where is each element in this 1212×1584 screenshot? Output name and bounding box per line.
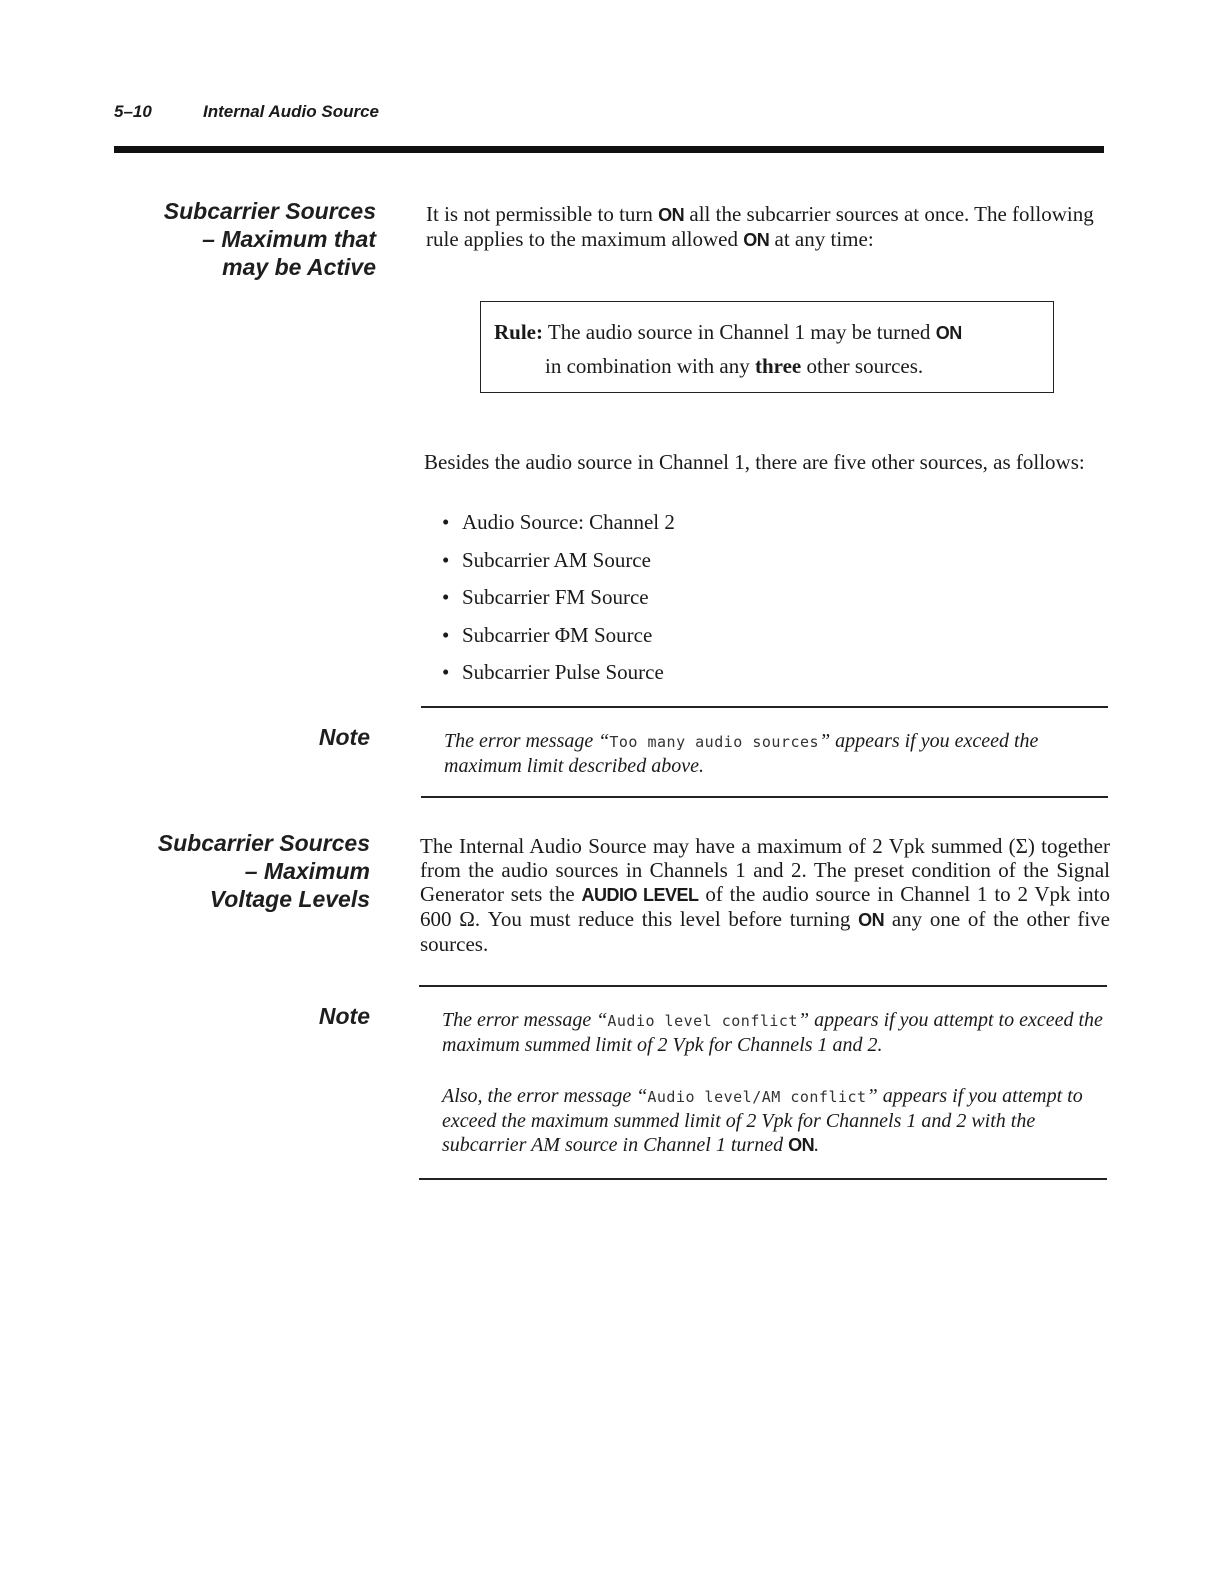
- para-text-2: of the audio source in Channel 1 to 2 Vpk into 600 Ω. You must reduce this level before turning: [420, 882, 1111, 931]
- note1-error-message: Too many audio sources: [609, 733, 820, 751]
- section1-heading-line3: may be Active: [222, 254, 376, 280]
- note1-text-1: The error message “: [444, 730, 610, 752]
- besides-paragraph: Besides the audio source in Channel 1, there are five other sources, as follows:: [424, 450, 1085, 474]
- note2-top-rule: [419, 985, 1107, 987]
- section2-heading-line2: – Maximum: [244, 858, 370, 884]
- page-number: 5–10: [114, 102, 152, 121]
- note2-text-a: [442, 1008, 1110, 1057]
- intro-text-2: all the subcarrier sources at once. The following rule applies to the maximum allowed: [426, 202, 1094, 251]
- note1-text-2: ” appears if you exceed the maximum limit described above.: [444, 730, 1039, 777]
- note1-bottom-rule: [421, 796, 1108, 798]
- list-item-text: Subcarrier ΦM Source: [462, 622, 653, 647]
- rule-label: Rule:: [494, 320, 543, 344]
- intro-keyword-on-1: ON: [658, 205, 685, 225]
- list-item: [442, 548, 1042, 586]
- rule-line-2: [545, 354, 923, 378]
- bullet-icon: •: [442, 585, 450, 609]
- rule-box: [480, 301, 1054, 393]
- list-item-text: Audio Source: Channel 2: [462, 510, 675, 534]
- section1-intro: [426, 202, 1116, 252]
- note2b-text-3: .: [814, 1134, 820, 1156]
- section1-heading-line2: – Maximum that: [202, 226, 376, 252]
- note2b-text-1: Also, the error message “: [442, 1085, 648, 1107]
- intro-text-3: at any time:: [769, 227, 874, 251]
- rule-line-1: [494, 320, 962, 345]
- list-item: [442, 585, 1042, 623]
- section-title: Internal Audio Source: [203, 102, 380, 121]
- rule-text-2: in combination with any: [545, 354, 755, 378]
- section1-heading: [100, 197, 376, 281]
- note2a-error-message: Audio level conflict: [607, 1012, 798, 1030]
- header-rule: [114, 146, 1104, 153]
- note2b-keyword-on: ON: [788, 1135, 815, 1155]
- rule-text-3: other sources.: [801, 354, 924, 378]
- section2-heading: [100, 829, 370, 913]
- note1-text: [444, 729, 1112, 778]
- rule-keyword-on: ON: [935, 323, 962, 343]
- list-item-text: Subcarrier AM Source: [462, 547, 651, 572]
- note2a-text-1: The error message “: [442, 1009, 608, 1031]
- bullet-icon: •: [442, 660, 450, 684]
- para-keyword-audio-level: AUDIO LEVEL: [581, 885, 699, 905]
- list-item-text: Subcarrier Pulse Source: [462, 660, 664, 684]
- note1-top-rule: [421, 706, 1108, 708]
- note2b-error-message: Audio level/AM conflict: [647, 1088, 867, 1106]
- list-item-text: Subcarrier FM Source: [462, 585, 649, 609]
- section1-heading-line1: Subcarrier Sources: [163, 198, 376, 224]
- note2-text-b: [442, 1084, 1110, 1157]
- intro-keyword-on-2: ON: [743, 230, 770, 250]
- note2-label: Note: [318, 1003, 370, 1029]
- intro-text-1: It is not permissible to turn: [426, 202, 659, 226]
- section2-paragraph: [420, 834, 1110, 956]
- bullet-icon: •: [442, 510, 450, 534]
- section2-heading-line3: Voltage Levels: [209, 886, 370, 912]
- note1-label: Note: [318, 724, 370, 750]
- section2-heading-line1: Subcarrier Sources: [157, 830, 370, 856]
- para-keyword-on: ON: [858, 910, 885, 930]
- list-item: [442, 660, 1042, 698]
- list-item: [442, 623, 1042, 661]
- para-text-1: The Internal Audio Source may have a maximum of 2 Vpk summed (Σ) together from the audio sources in Channels 1 and 2. The preset condition of the Signal Generator sets the: [420, 834, 1110, 906]
- rule-keyword-three: three: [754, 354, 802, 378]
- list-item: [442, 510, 1042, 548]
- sources-list: [442, 510, 1042, 698]
- bullet-icon: •: [442, 622, 450, 647]
- bullet-icon: •: [442, 547, 450, 572]
- para-text-3: any one of the other five sources.: [420, 907, 1110, 956]
- note2-bottom-rule: [419, 1178, 1107, 1180]
- note2a-text-2: ” appears if you attempt to exceed the maximum summed limit of 2 Vpk for Channels 1 and 2.: [442, 1009, 1103, 1056]
- rule-text-1: The audio source in Channel 1 may be turned: [543, 320, 936, 344]
- note2b-text-2: ” appears if you attempt to exceed the maximum summed limit of 2 Vpk for Channels 1 and 2 with the subcarrier AM source in Channel 1 turned: [442, 1085, 1083, 1156]
